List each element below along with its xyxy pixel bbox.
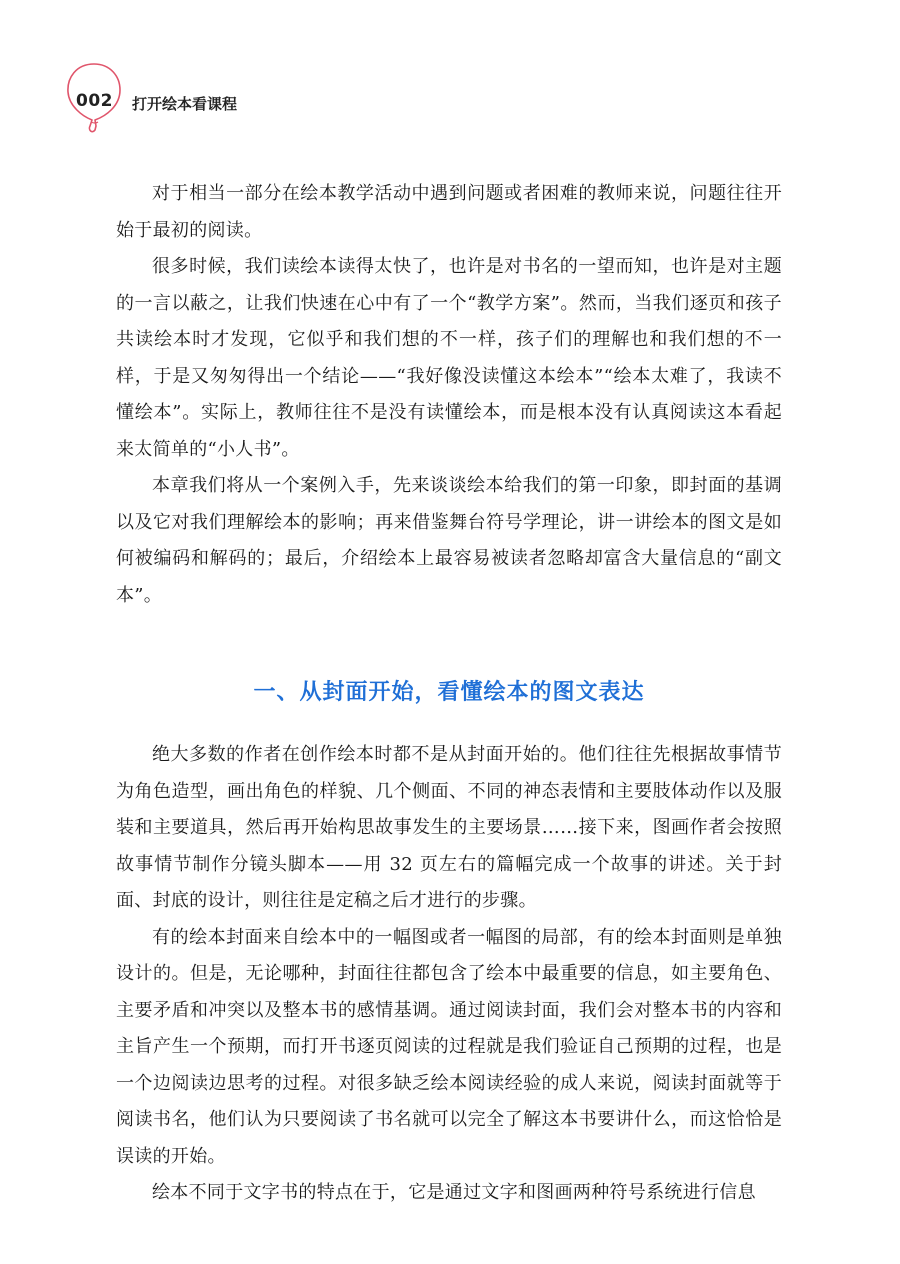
running-title: 打开绘本看课程 <box>132 95 238 113</box>
section-title: 一、从封面开始，看懂绘本的图文表达 <box>253 680 645 705</box>
section-paragraph: 绘本不同于文字书的特点在于，它是通过文字和图画两种符号系统进行信息 <box>152 1182 756 1203</box>
intro-paragraph: 很多时候，我们读绘本读得太快了，也许是对书名的一望而知，也许是对主题的一言以蔽之，让我们快速在心中有了一个“教学方案”。然而，当我们逐页和孩子共读绘本时才发现，它似乎和我们想的不一样，孩子们的理解也和我们想的不一样，于是又匆匆得出一个结论——“我好像没读懂这本绘本”“绘本太难了，我读不懂绘本”。实际上，教师往往不是没有读懂绘本，而是根本没有认真阅读这本看起来太简单的“小人书”。 <box>116 256 782 460</box>
page-header <box>62 60 462 140</box>
intro-paragraph: 本章我们将从一个案例入手，先来谈谈绘本给我们的第一印象，即封面的基调以及它对我们理解绘本的影响；再来借鉴舞台符号学理论，讲一讲绘本的图文是如何被编码和解码的；最后，介绍绘本上最容易被读者忽略却富含大量信息的“副文本”。 <box>116 475 782 606</box>
page-body <box>116 176 782 1212</box>
section-heading-block <box>116 614 782 737</box>
section-paragraph: 绝大多数的作者在创作绘本时都不是从封面开始的。他们往往先根据故事情节为角色造型，画出角色的样貌、几个侧面、不同的神态表情和主要肢体动作以及服装和主要道具，然后再开始构思故事发生的主要场景……接下来，图画作者会按照故事情节制作分镜头脚本——用 32 页左右的篇幅完成一个故事的讲述。关于封面、封底的设计，则往往是定稿之后才进行的步骤。 <box>116 744 782 911</box>
section-paragraph: 有的绘本封面来自绘本中的一幅图或者一幅图的局部，有的绘本封面则是单独设计的。但是，无论哪种，封面往往都包含了绘本中最重要的信息，如主要角色、主要矛盾和冲突以及整本书的感情基调。通过阅读封面，我们会对整本书的内容和主旨产生一个预期，而打开书逐页阅读的过程就是我们验证自己预期的过程，也是一个边阅读边思考的过程。对很多缺乏绘本阅读经验的成人来说，阅读封面就等于阅读书名，他们认为只要阅读了书名就可以完全了解这本书要讲什么，而这恰恰是误读的开始。 <box>116 926 782 1167</box>
page-number: 002 <box>76 91 113 111</box>
intro-paragraph: 对于相当一部分在绘本教学活动中遇到问题或者困难的教师来说，问题往往开始于最初的阅读。 <box>116 183 782 241</box>
